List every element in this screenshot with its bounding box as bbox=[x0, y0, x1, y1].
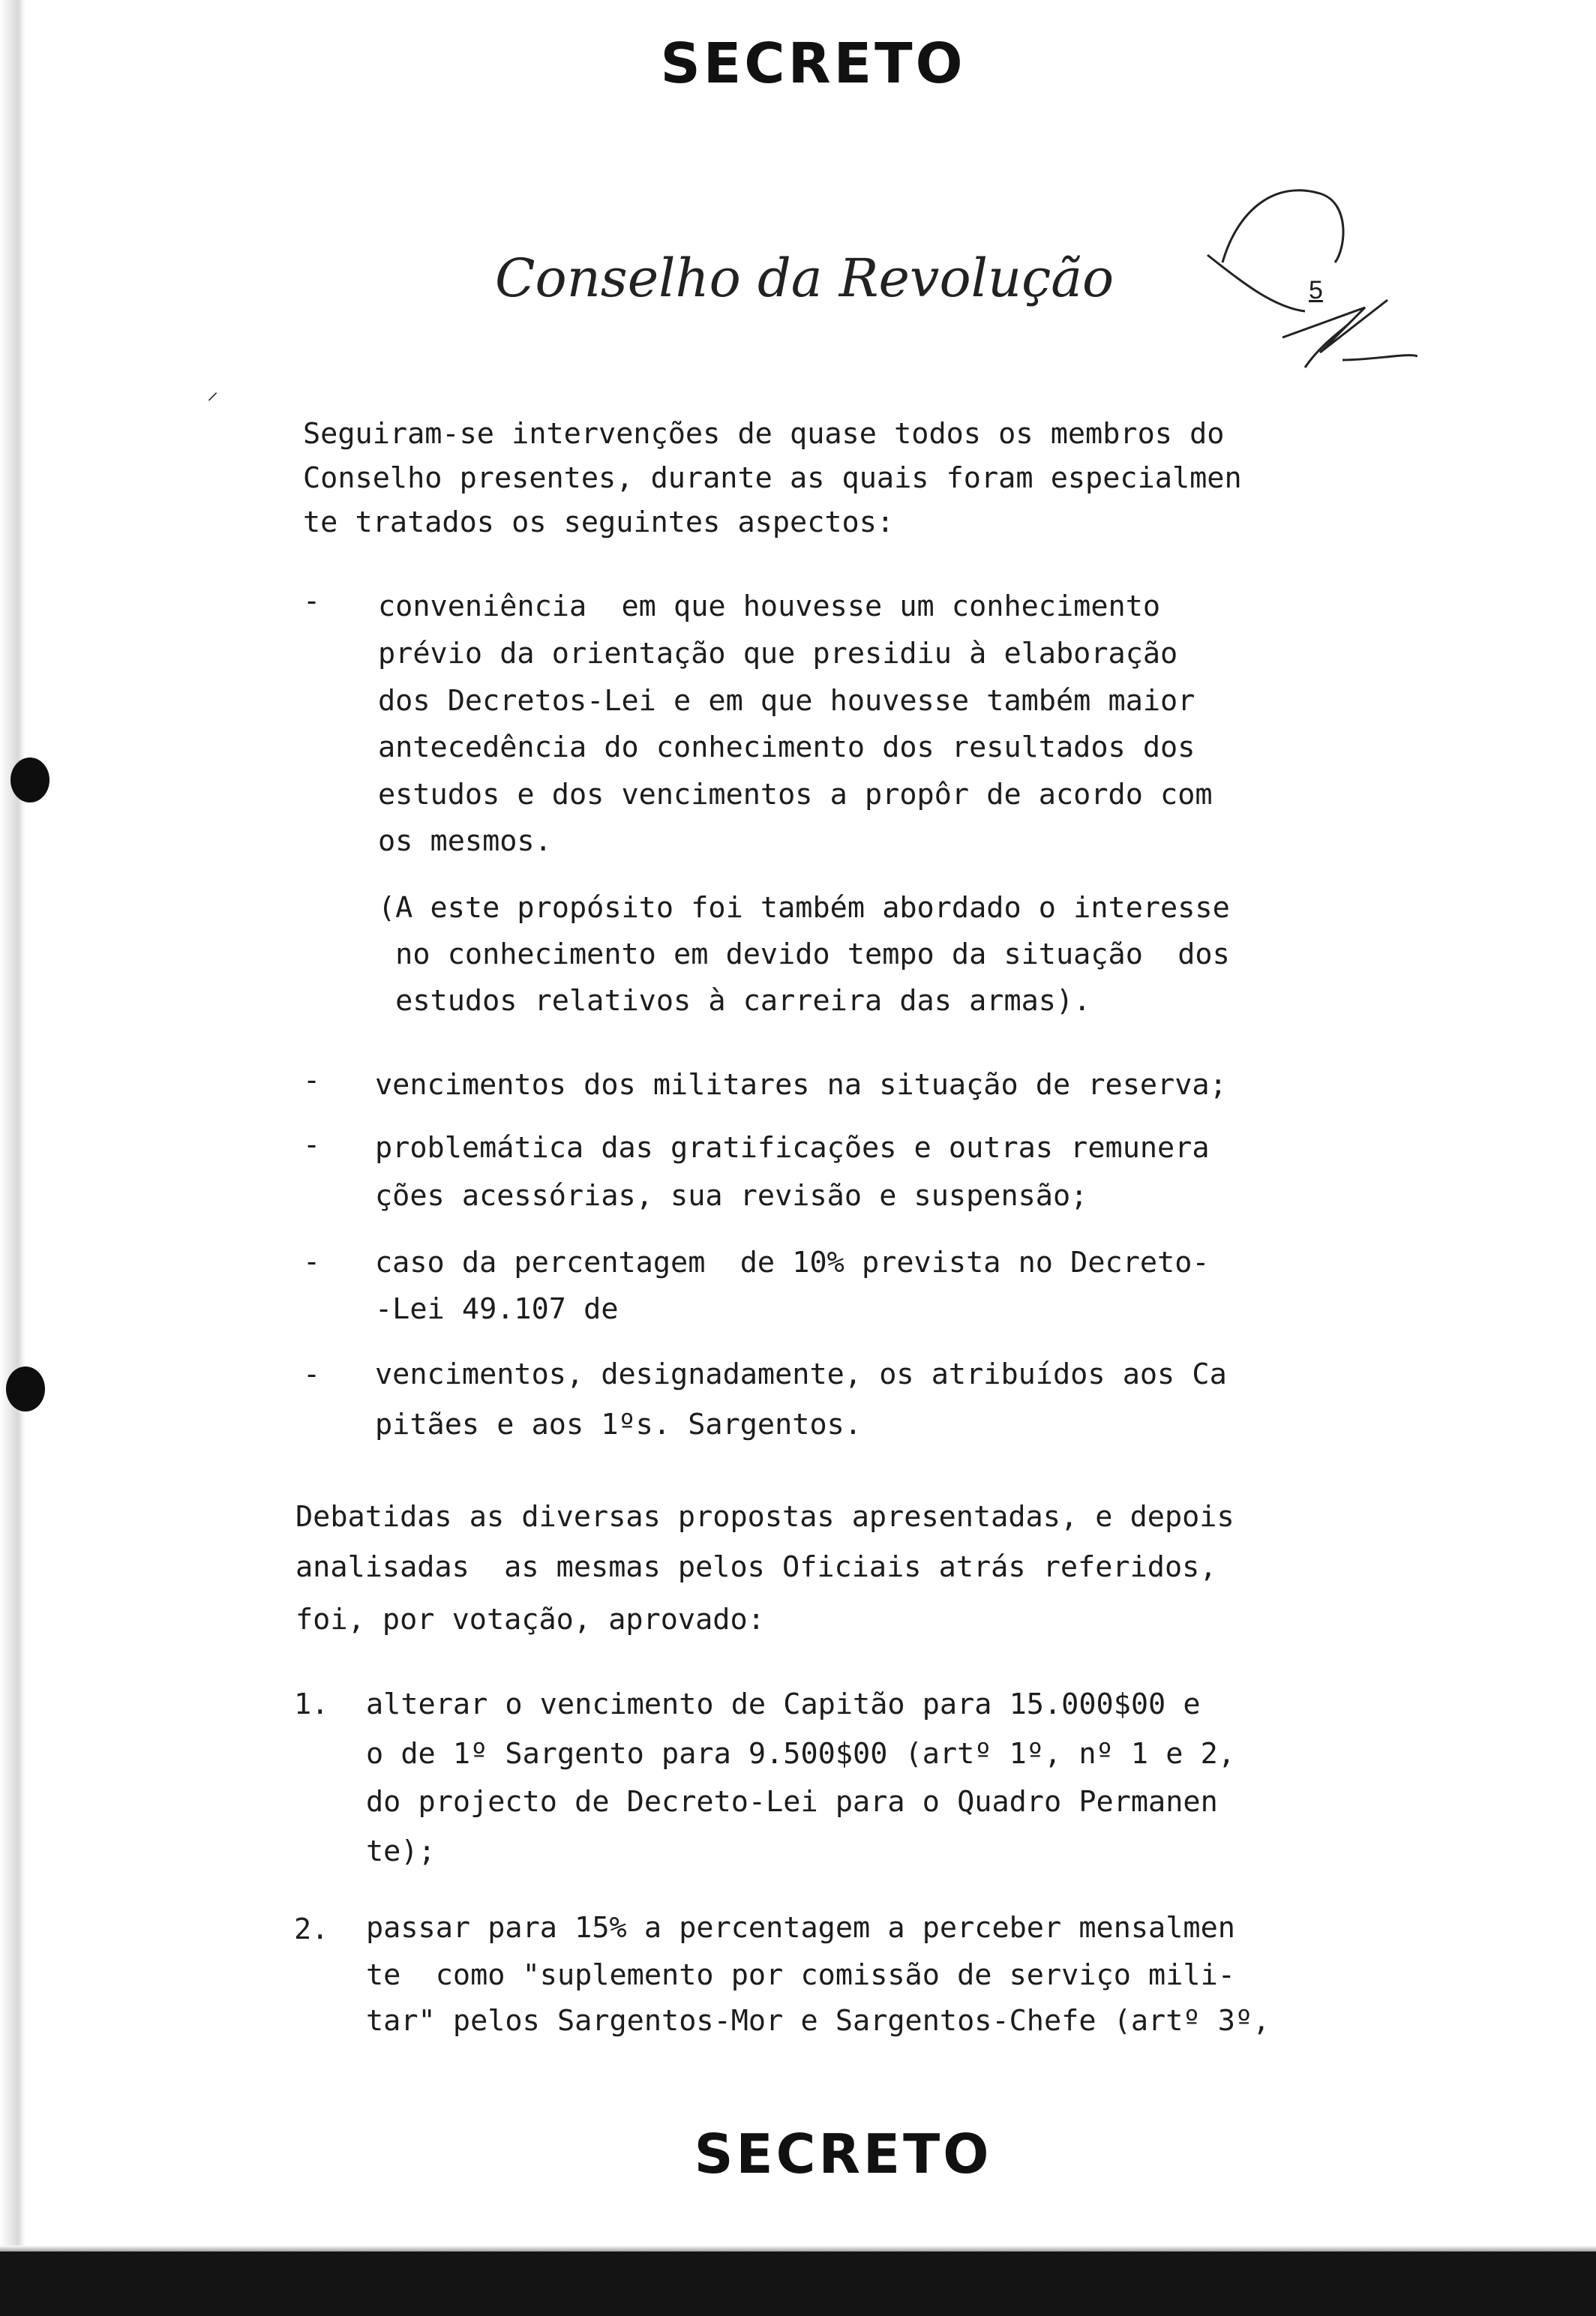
debate-line: analisadas as mesmas pelos Oficiais atrás referidos, bbox=[296, 1550, 1217, 1584]
bullet-marker: - bbox=[303, 1064, 321, 1097]
parenthetical-line: (A este propósito foi também abordado o interesse bbox=[378, 891, 1230, 925]
scan-left-edge bbox=[0, 0, 26, 2250]
bullet-line: estudos e dos vencimentos a propôr de acordo com bbox=[378, 778, 1213, 812]
punch-hole-top bbox=[10, 758, 50, 802]
bullet-line: dos Decretos-Lei e em que houvesse também maior bbox=[378, 684, 1196, 718]
item-line: o de 1º Sargento para 9.500$00 (artº 1º, nº 1 e 2, bbox=[366, 1737, 1235, 1771]
bullet-line: prévio da orientação que presidiu à elaboração bbox=[378, 637, 1178, 670]
bullet-line: conveniência em que houvesse um conhecimento bbox=[378, 590, 1161, 623]
bullet-line: antecedência do conhecimento dos resultados dos bbox=[378, 730, 1196, 764]
debate-line: Debatidas as diversas propostas apresentadas, e depois bbox=[296, 1500, 1234, 1534]
punch-hole-bottom bbox=[6, 1366, 45, 1412]
item-line: alterar o vencimento de Capitão para 15.000$00 e bbox=[366, 1688, 1201, 1721]
bullet-marker: - bbox=[303, 1128, 321, 1162]
item-line: do projecto de Decreto-Lei para o Quadro Permanen bbox=[366, 1785, 1218, 1819]
signature-mark bbox=[1192, 180, 1418, 420]
debate-line: foi, por votação, aprovado: bbox=[296, 1603, 765, 1636]
stray-mark: ⸝ bbox=[207, 380, 218, 404]
item-line: te como "suplemento por comissão de serviço mili- bbox=[366, 1958, 1235, 1992]
item-number: 2. bbox=[294, 1912, 329, 1946]
bullet-marker: - bbox=[303, 1245, 321, 1279]
intro-line: Conselho presentes, durante as quais foram especialmen bbox=[303, 461, 1242, 495]
bullet-line: vencimentos, designadamente, os atribuídos aos Ca bbox=[375, 1358, 1227, 1391]
bullet-marker: - bbox=[303, 1358, 321, 1391]
parenthetical-line: no conhecimento em devido tempo da situação dos bbox=[378, 938, 1230, 971]
folio-number: 5 bbox=[1309, 276, 1323, 304]
bullet-line: ções acessórias, sua revisão e suspensão; bbox=[375, 1179, 1088, 1213]
item-line: te); bbox=[366, 1834, 436, 1868]
classification-stamp-top: SECRETO bbox=[660, 32, 966, 96]
intro-line: Seguiram-se intervenções de quase todos os membros do bbox=[303, 417, 1225, 451]
bullet-line: os mesmos. bbox=[378, 824, 552, 858]
bullet-line: -Lei 49.107 de bbox=[375, 1292, 619, 1326]
scan-bottom-edge bbox=[0, 2252, 1596, 2316]
bullet-marker: - bbox=[303, 584, 321, 618]
classification-stamp-bottom: SECRETO bbox=[694, 2122, 992, 2186]
intro-line: te tratados os seguintes aspectos: bbox=[303, 506, 895, 539]
bullet-line: vencimentos dos militares na situação de reserva; bbox=[375, 1068, 1227, 1102]
bullet-line: problemática das gratificações e outras remunera bbox=[375, 1131, 1210, 1165]
item-number: 1. bbox=[294, 1688, 329, 1721]
parenthetical-line: estudos relativos à carreira das armas). bbox=[378, 984, 1091, 1018]
document-heading: Conselho da Revolução bbox=[495, 248, 1114, 309]
bullet-line: caso da percentagem de 10% prevista no Decreto- bbox=[375, 1246, 1210, 1280]
bullet-line: pitães e aos 1ºs. Sargentos. bbox=[375, 1408, 862, 1442]
item-line: passar para 15% a percentagem a perceber mensalmen bbox=[366, 1911, 1235, 1945]
item-line: tar" pelos Sargentos-Mor e Sargentos-Chefe (artº 3º, bbox=[366, 2004, 1270, 2038]
